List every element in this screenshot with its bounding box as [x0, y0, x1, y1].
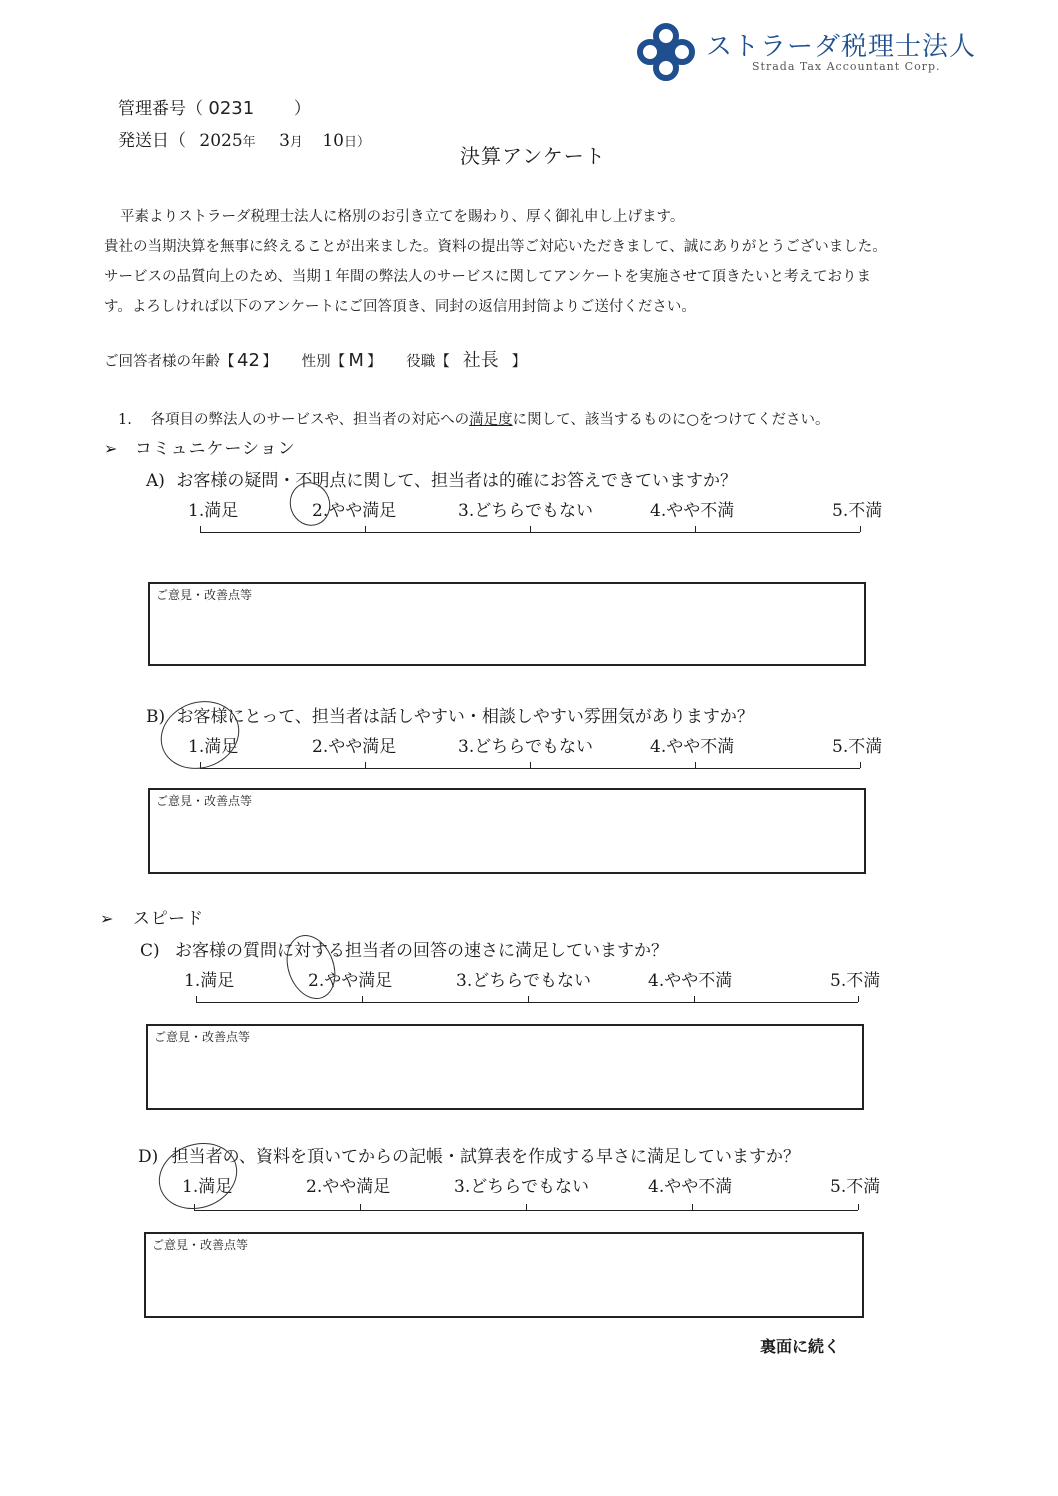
- section-heading-text: コミュニケーション: [134, 439, 296, 459]
- gender-value: M: [348, 350, 364, 371]
- instruction-text-after: に関して、該当するものに○をつけてください。: [512, 412, 830, 428]
- question-a: [146, 466, 737, 491]
- respondent-row: [104, 346, 526, 372]
- comment-box-c[interactable]: [146, 1024, 864, 1110]
- company-logo: [636, 22, 696, 82]
- question-c: [140, 936, 668, 961]
- instruction-row: [118, 408, 830, 429]
- position-label: 役職【: [406, 354, 450, 370]
- instruction-number: 1.: [118, 412, 132, 428]
- option-2[interactable]: 2.やや満足: [312, 737, 397, 757]
- comment-box-label: ご意見・改善点等: [156, 794, 253, 808]
- scale-tick: [695, 762, 696, 768]
- question-label: D): [138, 1147, 159, 1167]
- management-number-close: ）: [293, 99, 311, 119]
- scale-tick: [694, 996, 695, 1002]
- scale-tick: [860, 526, 861, 532]
- scale-tick: [362, 996, 363, 1002]
- arrow-bullet-icon: ➢: [100, 909, 114, 928]
- sent-year: 2025: [199, 131, 243, 151]
- gender-close: 】: [367, 354, 382, 370]
- scale-tick: [528, 996, 529, 1002]
- gender-label: 性別【: [301, 354, 346, 370]
- scale-tick: [695, 526, 696, 532]
- question-d: [138, 1142, 800, 1167]
- page-title: 決算アンケート: [460, 144, 606, 168]
- strada-logo-icon: [636, 22, 696, 82]
- comment-box-label: ご意見・改善点等: [156, 588, 253, 602]
- question-label: C): [140, 941, 160, 961]
- option-2[interactable]: 2.やや満足: [308, 971, 393, 991]
- continue-note: 裏面に続く: [760, 1337, 841, 1356]
- intro-line: 貴社の当期決算を無事に終えることが出来ました。資料の提出等ご対応いただきまして、誠にありがとうございました。: [104, 239, 887, 255]
- option-5[interactable]: 5.不満: [832, 501, 883, 521]
- instruction-text-before: 各項目の弊法人のサービスや、担当者の対応への: [150, 412, 470, 428]
- question-text: 担当者の、資料を頂いてからの記帳・試算表を作成する早さに満足していますか？: [171, 1147, 800, 1167]
- day-unit: 日）: [343, 135, 370, 150]
- question-label: B): [146, 707, 166, 727]
- instruction-text-underlined: 満足度: [469, 412, 513, 428]
- year-unit: 年: [242, 135, 256, 150]
- section-heading-text: スピード: [132, 909, 205, 929]
- option-3[interactable]: 3.どちらでもない: [454, 1177, 590, 1197]
- scale-line: [200, 532, 860, 533]
- scale-line: [196, 1002, 858, 1003]
- option-4[interactable]: 4.やや不満: [648, 1177, 733, 1197]
- company-name: ストラーダ税理士法人: [706, 32, 977, 62]
- section-heading-speed: [100, 904, 204, 929]
- position-value: 社長: [462, 350, 499, 371]
- arrow-bullet-icon: ➢: [104, 439, 118, 458]
- scale-tick: [858, 996, 859, 1002]
- age-close: 】: [262, 354, 277, 370]
- option-1[interactable]: 1.満足: [188, 501, 239, 521]
- option-5[interactable]: 5.不満: [830, 1177, 881, 1197]
- scale-tick: [200, 526, 201, 532]
- intro-line: サービスの品質向上のため、当期１年間の弊法人のサービスに関してアンケートを実施させて頂きたいと考えておりま: [104, 269, 872, 285]
- option-5[interactable]: 5.不満: [830, 971, 881, 991]
- comment-box-b[interactable]: [148, 788, 866, 874]
- comment-box-a[interactable]: [148, 582, 866, 666]
- sent-date-row: [118, 126, 370, 151]
- scale-tick: [365, 762, 366, 768]
- comment-box-d[interactable]: [144, 1232, 864, 1318]
- intro-line: 平素よりストラーダ税理士法人に格別のお引き立てを賜わり、厚く御礼申し上げます。: [120, 209, 685, 225]
- intro-paragraph: [104, 202, 887, 322]
- option-2[interactable]: 2.やや満足: [306, 1177, 391, 1197]
- scale-tick: [530, 526, 531, 532]
- scale-tick: [858, 1204, 859, 1210]
- comment-box-label: ご意見・改善点等: [152, 1238, 249, 1252]
- sent-day: 10: [322, 131, 344, 151]
- scale-tick: [526, 1204, 527, 1210]
- comment-box-label: ご意見・改善点等: [154, 1030, 251, 1044]
- option-4[interactable]: 4.やや不満: [650, 501, 735, 521]
- management-number-value: 0231: [208, 98, 255, 119]
- scale-tick: [860, 762, 861, 768]
- scale-tick: [196, 996, 197, 1002]
- section-heading-communication: [104, 434, 296, 459]
- scale-tick: [692, 1204, 693, 1210]
- option-1[interactable]: 1.満足: [184, 971, 235, 991]
- question-text: お客様の疑問・不明点に関して、担当者は的確にお答えできていますか？: [176, 471, 737, 491]
- management-number-label: 管理番号（: [118, 99, 203, 119]
- option-4[interactable]: 4.やや不満: [648, 971, 733, 991]
- position-close: 】: [511, 354, 527, 370]
- option-1[interactable]: 1.満足: [182, 1177, 233, 1197]
- sent-month: 3: [279, 131, 290, 151]
- management-number-row: [118, 94, 311, 119]
- question-text: お客様にとって、担当者は話しやすい・相談しやすい雰囲気がありますか？: [176, 707, 754, 727]
- sent-date-label: 発送日（: [118, 131, 186, 151]
- scale-line: [194, 1210, 858, 1211]
- scale-tick: [360, 1204, 361, 1210]
- scale-tick: [530, 762, 531, 768]
- question-text: お客様の質問に対する担当者の回答の速さに満足していますか？: [175, 941, 669, 961]
- option-5[interactable]: 5.不満: [832, 737, 883, 757]
- company-name-en: Strada Tax Accountant Corp.: [752, 60, 941, 73]
- option-3[interactable]: 3.どちらでもない: [456, 971, 592, 991]
- option-3[interactable]: 3.どちらでもない: [458, 501, 594, 521]
- option-1[interactable]: 1.満足: [188, 737, 239, 757]
- question-label: A): [146, 471, 165, 491]
- option-4[interactable]: 4.やや不満: [650, 737, 735, 757]
- option-3[interactable]: 3.どちらでもない: [458, 737, 594, 757]
- intro-line: す。よろしければ以下のアンケートにご回答頂き、同封の返信用封筒よりご送付ください。: [104, 299, 696, 315]
- age-label: ご回答者様の年齢【: [104, 354, 235, 370]
- option-2[interactable]: 2.やや満足: [312, 501, 397, 521]
- scale-tick: [365, 526, 366, 532]
- scale-line: [200, 768, 860, 769]
- month-unit: 月: [289, 135, 303, 150]
- age-value: 42: [237, 350, 260, 371]
